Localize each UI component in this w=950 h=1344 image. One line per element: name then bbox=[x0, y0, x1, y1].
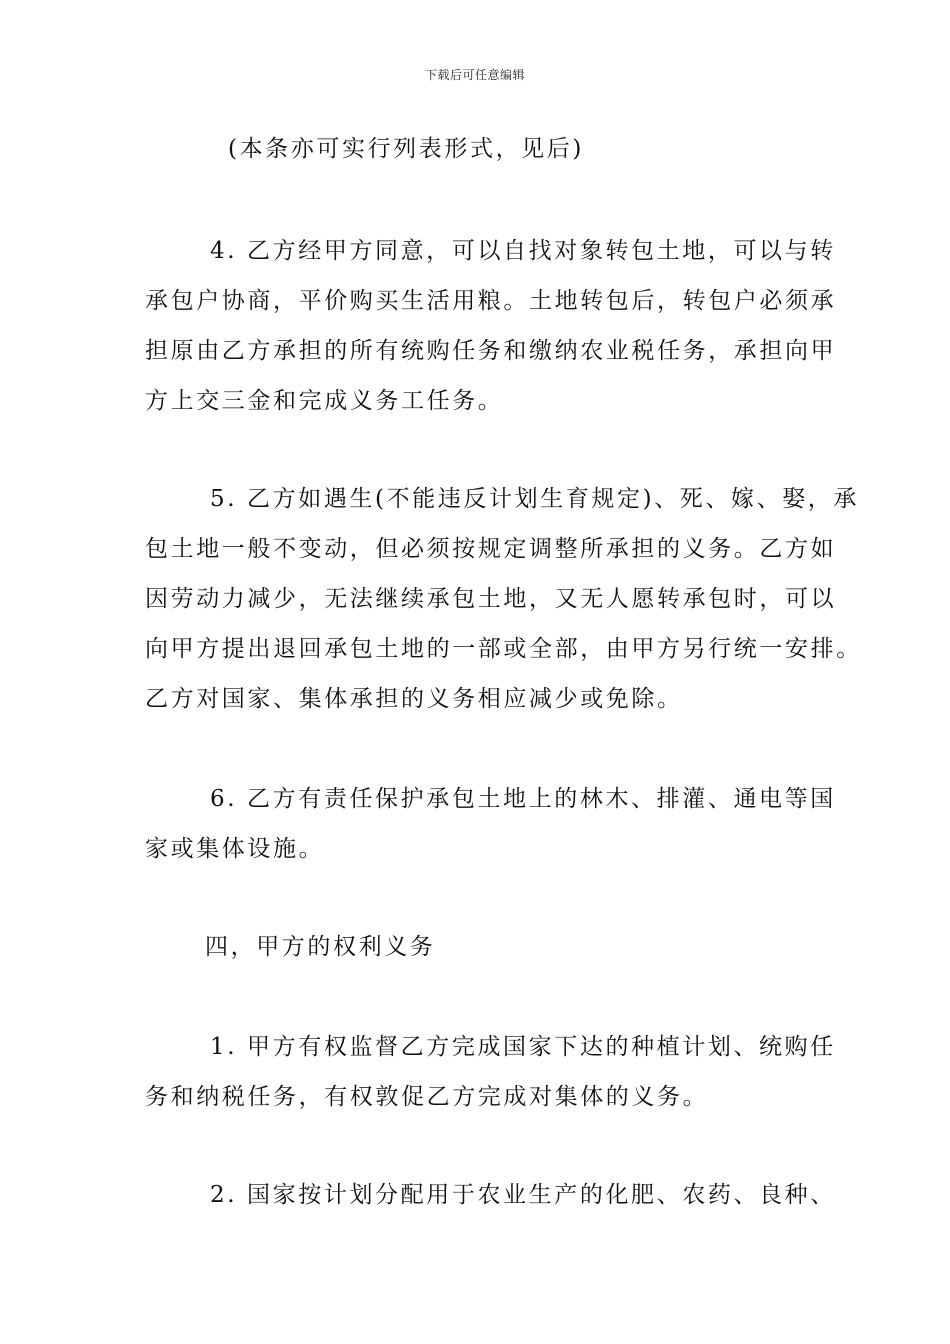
note-paragraph: (本条亦可实行列表形式，见后) bbox=[228, 136, 584, 162]
section-4-item-1-line-2: 务和纳税任务，有权敦促乙方完成对集体的义务。 bbox=[145, 1084, 709, 1110]
item-4-line-3: 担原由乙方承担的所有统购任务和缴纳农业税任务，承担向甲 bbox=[145, 338, 837, 364]
item-5-line-2: 包土地一般不变动，但必须按规定调整所承担的义务。乙方如 bbox=[145, 536, 837, 562]
item-5-line-5: 乙方对国家、集体承担的义务相应减少或免除。 bbox=[145, 686, 683, 712]
item-5-line-4: 向甲方提出退回承包土地的一部或全部，由甲方另行统一安排。 bbox=[145, 636, 862, 662]
item-4-line-4: 方上交三金和完成义务工任务。 bbox=[145, 388, 504, 414]
section-4-heading: 四，甲方的权利义务 bbox=[205, 934, 436, 960]
item-5-line-3: 因劳动力减少，无法继续承包土地，又无人愿转承包时，可以 bbox=[145, 586, 837, 612]
item-4-line-1: 4. 乙方经甲方同意，可以自找对象转包土地，可以与转 bbox=[210, 238, 836, 264]
section-4-item-2-line-1: 2. 国家按计划分配用于农业生产的化肥、农药、良种、 bbox=[210, 1182, 836, 1208]
item-4-line-2: 承包户协商，平价购买生活用粮。土地转包后，转包户必须承 bbox=[145, 288, 837, 314]
item-6-line-1: 6. 乙方有责任保护承包土地上的林木、排灌、通电等国 bbox=[210, 786, 836, 812]
item-6-line-2: 家或集体设施。 bbox=[145, 836, 325, 862]
section-4-item-1-line-1: 1. 甲方有权监督乙方完成国家下达的种植计划、统购任 bbox=[210, 1034, 836, 1060]
page-header: 下载后可任意编辑 bbox=[424, 68, 525, 82]
item-5-line-1: 5. 乙方如遇生(不能违反计划生育规定)、死、嫁、娶，承 bbox=[210, 486, 860, 512]
